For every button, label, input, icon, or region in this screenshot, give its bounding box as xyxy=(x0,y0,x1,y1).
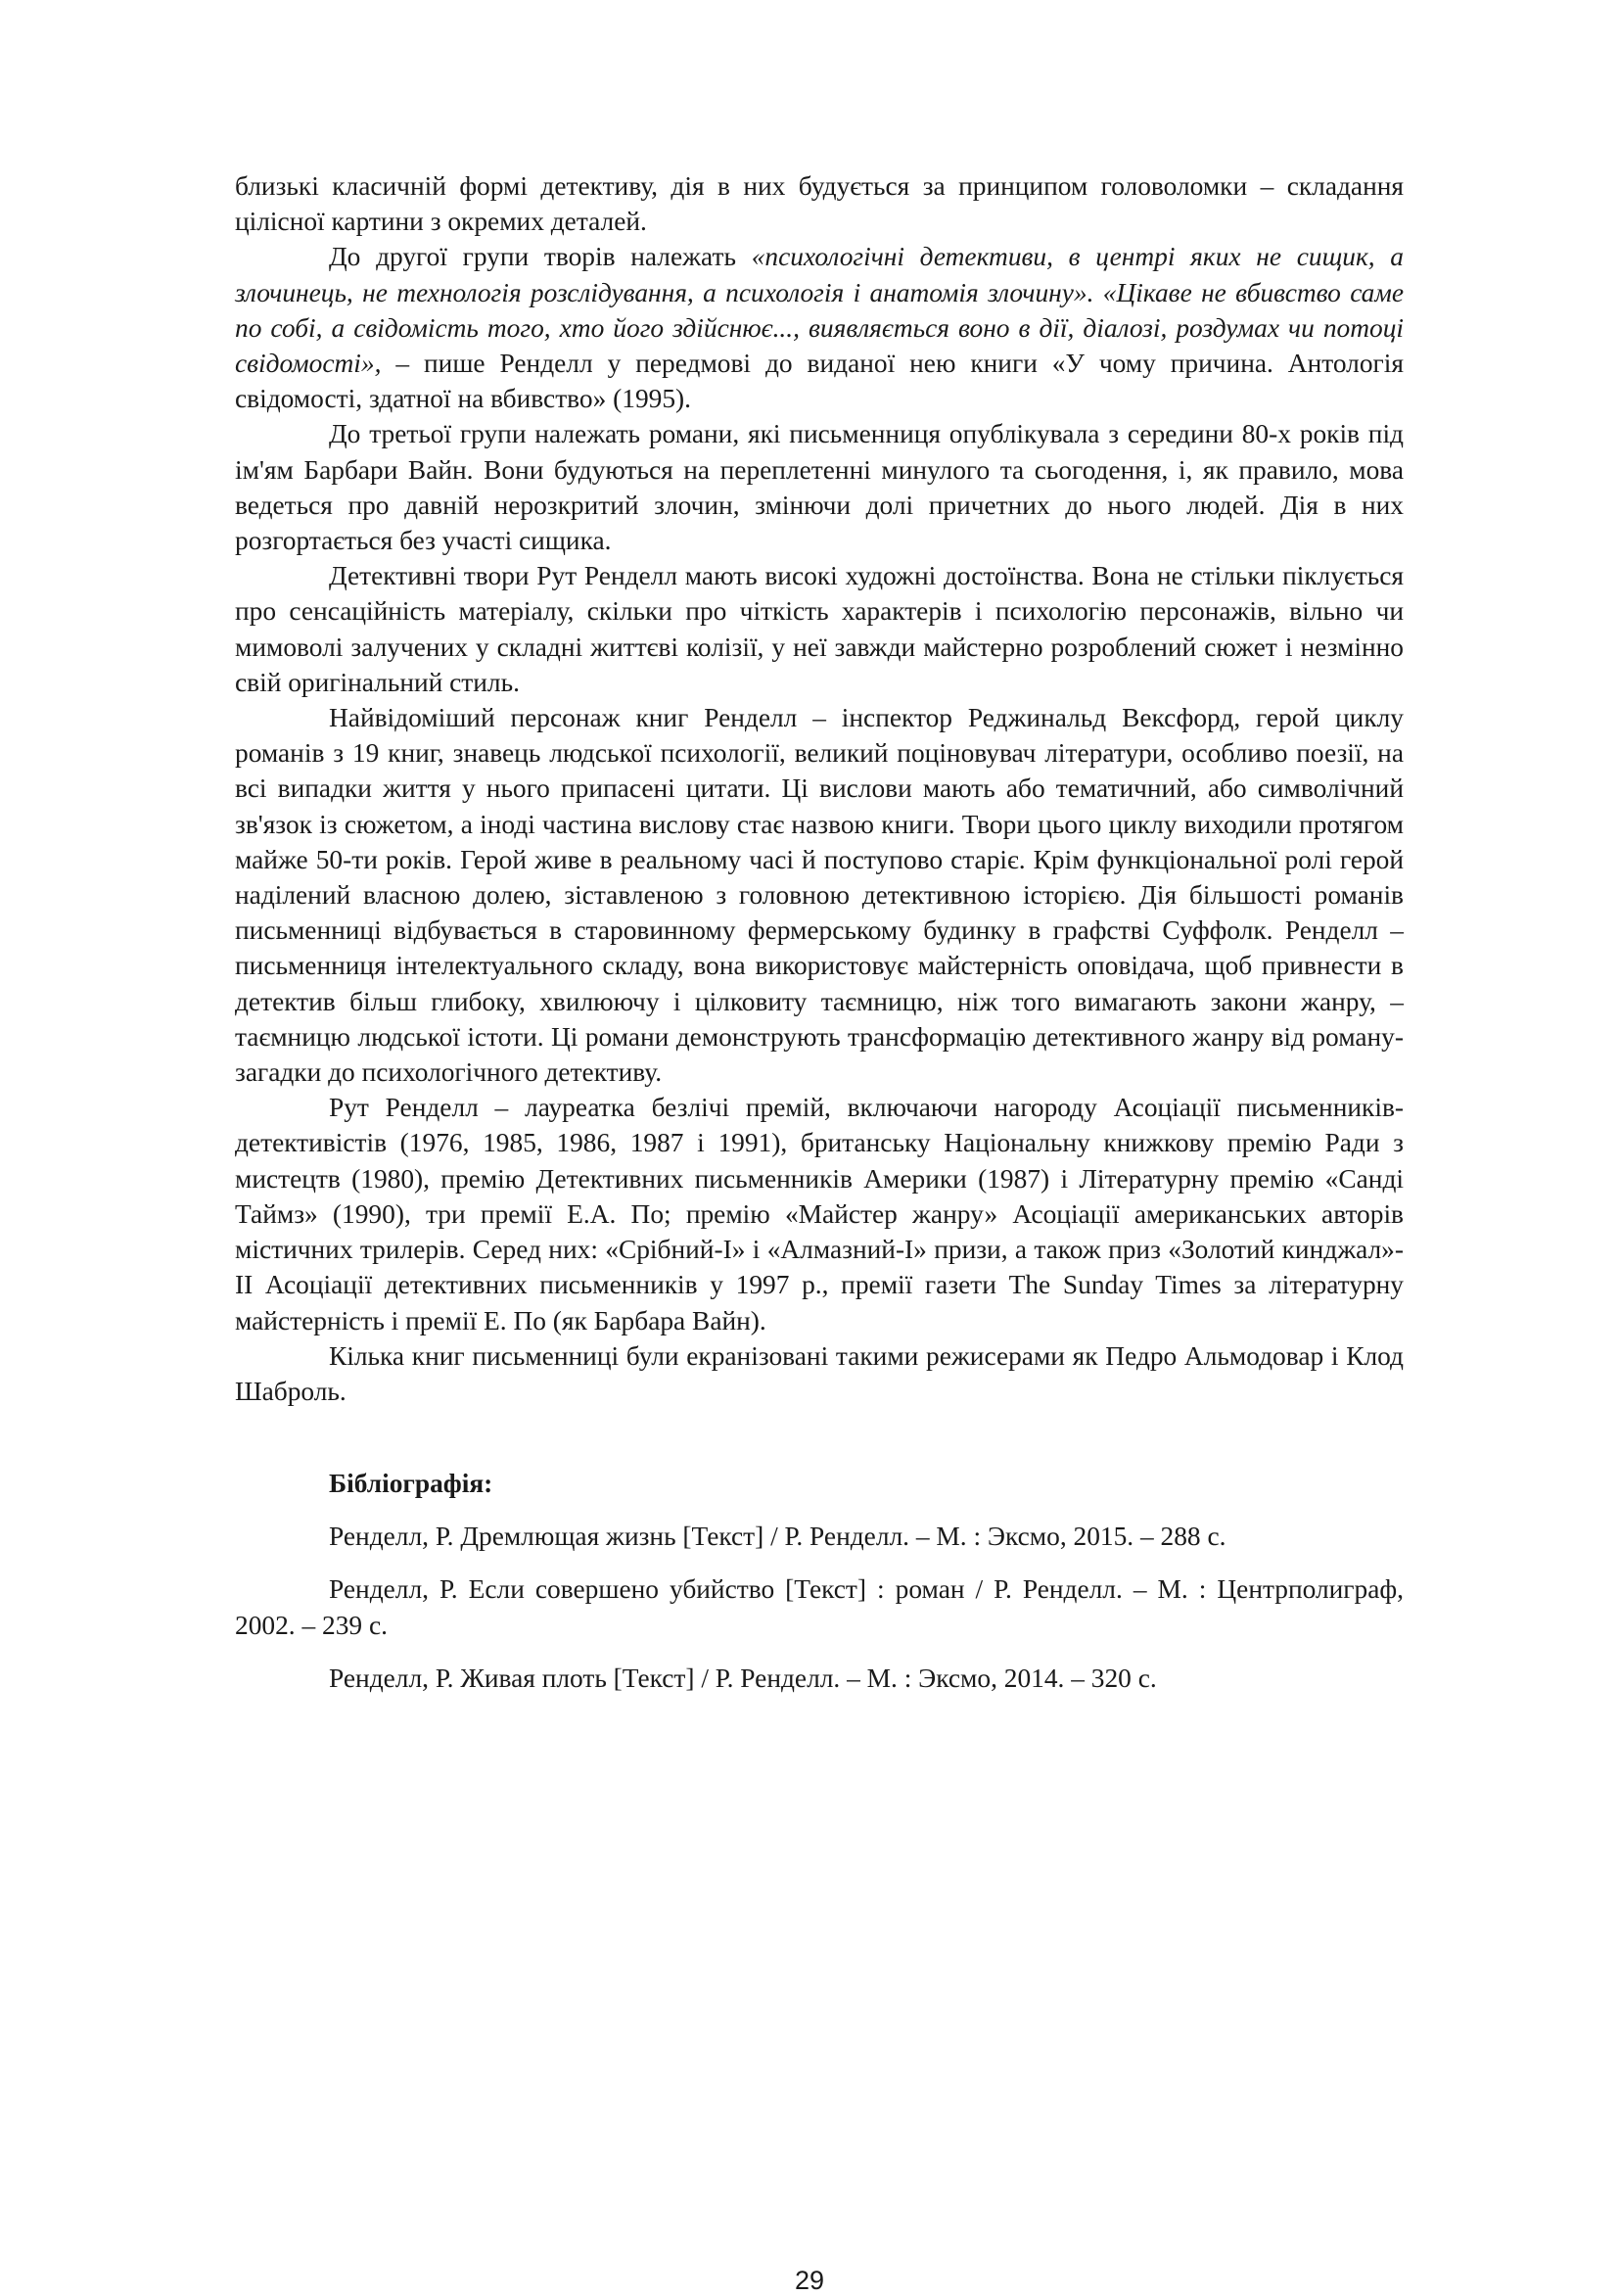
text-segment: Найвідоміший персонаж книг Ренделл – інспектор Реджинальд Вексфорд, герой циклу романів з 19 книг, знавець людської психології, великий поціновувач літератури, особливо поезії, на всі випадки життя у нього припасені цитати. Ці вислови мають або тематичний, або символічний зв'язок із сюжетом, а іноді частина вислову стає назвою книги. Твори цього циклу виходили протягом майже 50-ти років. Герой живе в реальному часі й поступово старіє. Крім функціональної ролі герой наділений власною долею, зіставленою з головною детективною історією. Дія більшості романів письменниці відбувається в старовинному фермерському будинку в графстві Суффолк. Ренделл – письменниця інтелектуального складу, вона використовує майстерність оповідача, щоб привнести в детектив більш глибоку, хвилюючу і цілковиту таємницю, ніж того вимагають закони жанру, – таємницю людської істоти. Ці романи демонструють трансформацію детективного жанру від роману-загадки до психологічного детективу. xyxy=(235,703,1404,1088)
page-number: 29 xyxy=(794,2266,825,2295)
text-segment: До другої групи творів належать xyxy=(329,242,752,272)
bibliography-entry: Ренделл, Р. Если совершено убийство [Текст] : роман / Р. Ренделл. – М. : Центрполиграф, 2002. – 239 с. xyxy=(235,1574,1404,1640)
body-text xyxy=(235,168,1404,1409)
paragraph xyxy=(235,700,1404,1090)
bibliography-list xyxy=(235,1519,1404,1696)
text-segment: До третьої групи належать романи, які письменниця опублікувала з середини 80-х років під ім'ям Барбари Вайн. Вони будуються на переплетенні минулого та сьогодення, і, як правило, мова ведеться про давній нерозкритий злочин, змінючи долі причетних до нього людей. Дія в них розгортається без участі сищика. xyxy=(235,419,1404,556)
text-segment: Рут Ренделл – лауреатка безлічі премій, включаючи нагороду Асоціації письменників-детективістів (1976, 1985, 1986, 1987 і 1991), британську Національну книжкову премію Ради з мистецтв (1980), премію Детективних письменників Америки (1987) і Літературну премію «Санді Таймз» (1990), три премії Е.А. По; премію «Майстер жанру» Асоціації американських авторів містичних трилерів. Серед них: «Срібний-І» і «Алмазний-І» призи, а також приз «Золотий кинджал»-ІІ Асоціації детективних письменників у 1997 р., премії газети The Sunday Times за літературну майстерність і премії Е. По (як Барбара Вайн). xyxy=(235,1093,1404,1335)
paragraph xyxy=(235,239,1404,416)
paragraph xyxy=(235,1338,1404,1409)
paragraph xyxy=(235,416,1404,558)
paragraph xyxy=(235,168,1404,239)
bibliography-entry: Ренделл, Р. Дремлющая жизнь [Текст] / Р. Ренделл. – М. : Эксмо, 2015. – 288 с. xyxy=(329,1522,1226,1552)
paragraph xyxy=(235,1090,1404,1337)
bibliography-heading: Бібліографія: xyxy=(329,1469,493,1499)
bibliography-entry: Ренделл, Р. Живая плоть [Текст] / Р. Ренделл. – М. : Эксмо, 2014. – 320 с. xyxy=(329,1663,1157,1693)
text-segment: Кілька книг письменниці були екранізовані такими режисерами як Педро Альмодовар і Клод Шаброль. xyxy=(235,1340,1404,1406)
text-segment: – пише Ренделл у передмові до виданої нею книги «У чому причина. Антологія свідомості, здатної на вбивство» (1995). xyxy=(235,349,1404,414)
text-segment: близькі класичній формі детективу, дія в них будується за принципом головоломки – складання цілісної картини з окремих деталей. xyxy=(235,171,1404,237)
text-segment: Детективні твори Рут Ренделл мають високі художні достоїнства. Вона не стільки піклується про сенсаційність матеріалу, скільки про чіткість характерів і психологію персонажів, вільно чи мимоволі залучених у складні життєві колізії, у неї завжди майстерно розроблений сюжет і незмінно свій оригінальний стиль. xyxy=(235,561,1404,697)
page-content xyxy=(235,168,1404,1696)
italic-quote: «психологічні детективи, в центрі яких не сищик, а злочинець, не технологія розслідування, а психологія і анатомія злочину». «Цікаве не вбивство саме по собі, а свідомість того, хто його здійснює..., виявляється воно в дії, діалозі, роздумах чи потоці свідомості», xyxy=(235,242,1404,379)
paragraph xyxy=(235,558,1404,700)
